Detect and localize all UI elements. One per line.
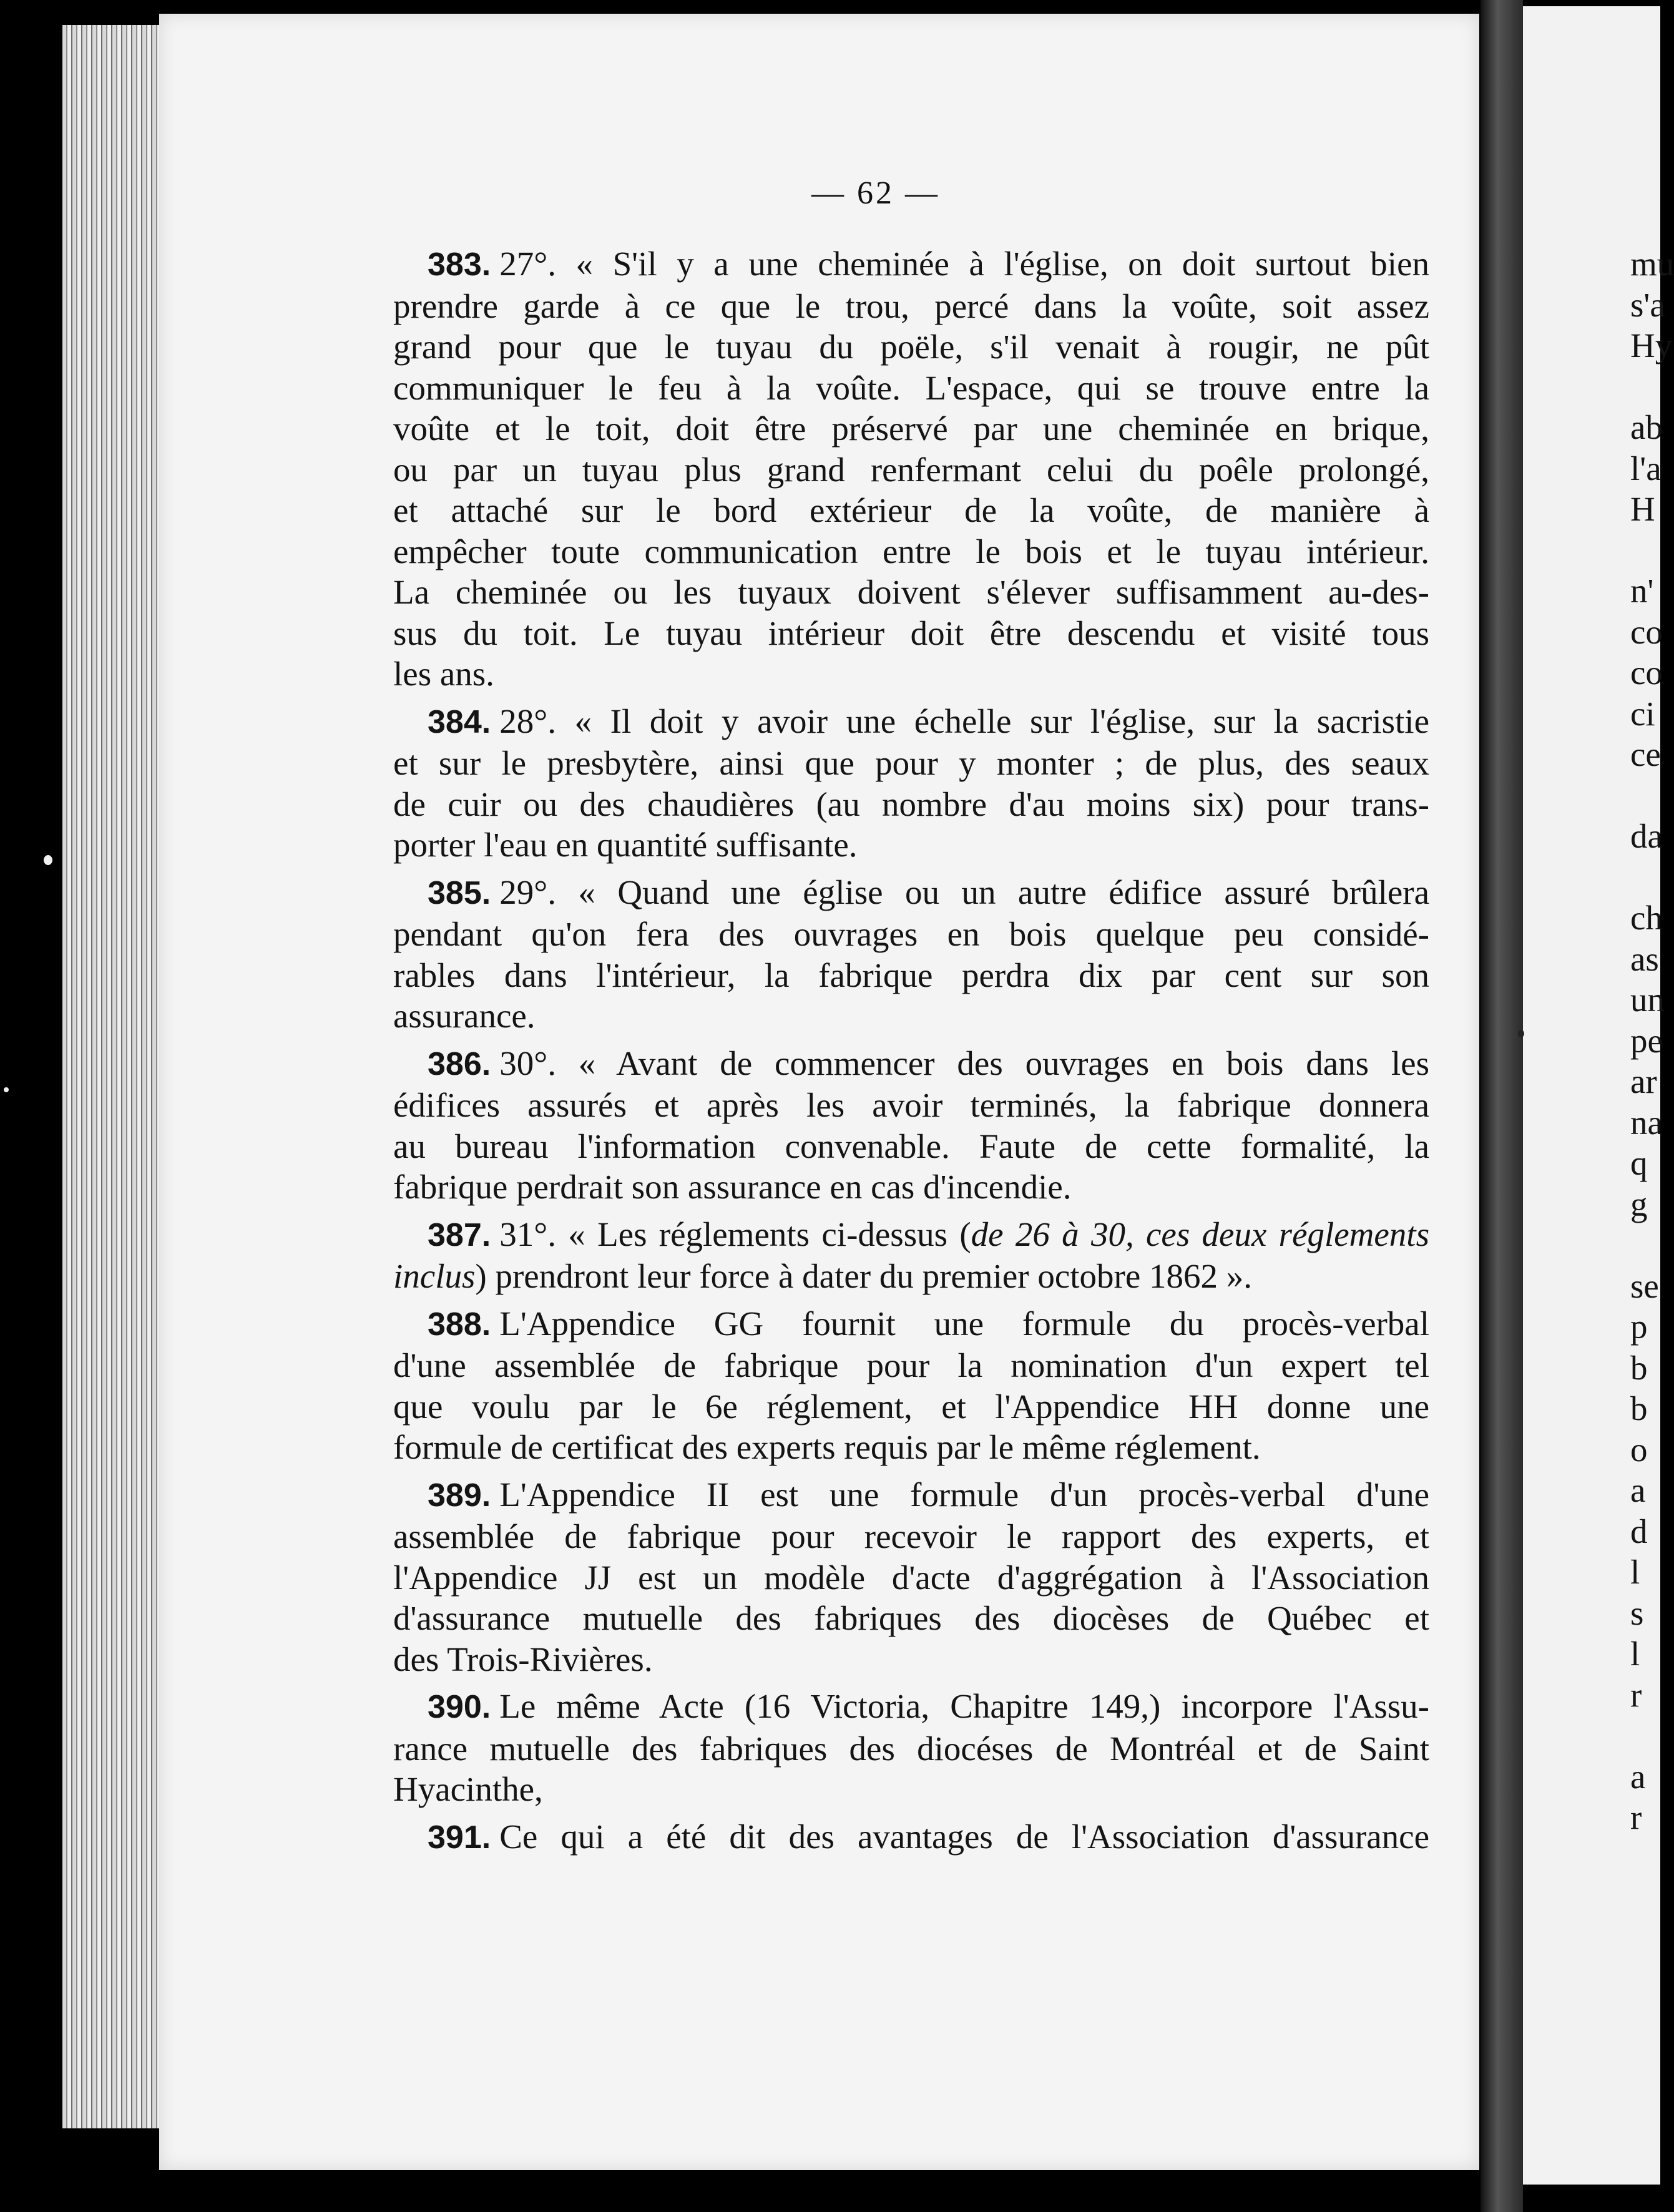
italic-text-segment: inclus xyxy=(393,1257,476,1295)
text-line: Le même Acte (16 Victoria, Chapitre 149,) incorpore l'Assu- xyxy=(499,1687,1429,1725)
paragraph-number: 391. xyxy=(428,1819,491,1856)
text-line: pendant qu'on fera des ouvrages en bois quelque peu considé- xyxy=(393,915,1429,953)
facing-page-fragment: se xyxy=(1630,1266,1659,1305)
text-line: Hyacinthe, xyxy=(393,1770,543,1808)
text-line: édifices assurés et après les avoir terminés, la fabrique donnera xyxy=(393,1086,1429,1124)
text-line: l'Appendice JJ est un modèle d'acte d'aggrégation à l'Association xyxy=(393,1558,1429,1597)
scan-speck xyxy=(44,855,52,865)
facing-page-fragment: b xyxy=(1630,1348,1648,1387)
paragraph-number: 383. xyxy=(428,247,491,283)
facing-page-fragment: ci xyxy=(1630,694,1655,733)
text-line: Ce qui a été dit des avantages de l'Association d'assurance xyxy=(499,1817,1429,1856)
paragraph-number: 389. xyxy=(428,1477,491,1514)
facing-page-fragment: o xyxy=(1630,1430,1648,1469)
facing-page-fragment: a xyxy=(1630,1757,1646,1796)
text-line: La cheminée ou les tuyaux doivent s'élever suffisamment au-des- xyxy=(393,573,1429,611)
facing-page-fragment: ar xyxy=(1630,1062,1657,1100)
paragraph-385 xyxy=(393,872,1429,1037)
facing-page-fragment: r xyxy=(1630,1798,1642,1836)
text-line: voûte et le toit, doit être préservé par une cheminée en brique, xyxy=(393,409,1429,448)
paragraph-386 xyxy=(393,1043,1429,1208)
facing-page-fragment: ch xyxy=(1630,899,1663,937)
facing-page-fragment xyxy=(1630,775,1660,816)
facing-page-fragment: d xyxy=(1630,1512,1648,1550)
facing-page-fragment: g xyxy=(1630,1185,1648,1223)
text-segment: ) prendront leur force à dater du premier octobre 1862 ». xyxy=(475,1257,1253,1295)
facing-page-fragment: n' xyxy=(1630,572,1654,610)
text-line: 27°. « S'il y a une cheminée à l'église, on doit surtout bien xyxy=(499,245,1429,283)
facing-page-fragment: s xyxy=(1630,1593,1644,1632)
facing-page-fragment: l xyxy=(1630,1635,1640,1673)
text-line: des Trois-Rivières. xyxy=(393,1640,653,1678)
text-line: 29°. « Quand une église ou un autre édifice assuré brûlera xyxy=(499,873,1429,911)
facing-page-fragment: H xyxy=(1630,490,1655,528)
text-line: porter l'eau en quantité suffisante. xyxy=(393,826,858,864)
text-line: assurance. xyxy=(393,997,536,1035)
paragraph-390 xyxy=(393,1686,1429,1810)
paragraph-389 xyxy=(393,1474,1429,1680)
paragraph-387 xyxy=(393,1214,1429,1297)
paragraph-number: 384. xyxy=(428,703,491,740)
facing-page-fragment: pe xyxy=(1630,1021,1663,1060)
paragraph-391 xyxy=(393,1816,1429,1859)
paragraph-384 xyxy=(393,701,1429,866)
facing-page-fragment xyxy=(1630,1225,1660,1266)
facing-page-fragment: ce xyxy=(1630,735,1661,773)
text-segment: 31°. « Les réglements ci-dessus ( xyxy=(499,1215,971,1253)
facing-page-fragment: b xyxy=(1630,1389,1648,1427)
facing-page-fragment: da xyxy=(1630,817,1663,855)
paragraph-number: 386. xyxy=(428,1045,491,1082)
text-line: L'Appendice GG fournit une formule du procès-verbal xyxy=(499,1304,1429,1343)
scan-speck xyxy=(4,1087,9,1092)
facing-page-fragment: q xyxy=(1630,1144,1648,1182)
facing-page-fragment: co xyxy=(1630,612,1663,651)
book-gutter xyxy=(1481,0,1523,2212)
text-line: formule de certificat des experts requis par le même réglement. xyxy=(393,1428,1261,1466)
text-line: 30°. « Avant de commencer des ouvrages en bois dans les xyxy=(499,1044,1429,1082)
text-line: rance mutuelle des fabriques des diocéses de Montréal et de Saint xyxy=(393,1729,1429,1768)
page-edges xyxy=(62,25,170,2128)
text-line: et attaché sur le bord extérieur de la voûte, de manière à xyxy=(393,491,1429,529)
paragraph-383 xyxy=(393,243,1429,695)
facing-page-fragment xyxy=(1630,530,1660,571)
text-line: communiquer le feu à la voûte. L'espace, qui se trouve entre la xyxy=(393,368,1429,407)
paragraph-388 xyxy=(393,1303,1429,1468)
italic-text-segment: de 26 à 30, ces deux réglements xyxy=(971,1215,1429,1253)
text-line: de cuir ou des chaudières (au nombre d'au moins six) pour trans- xyxy=(393,785,1429,823)
facing-page-fragment: r xyxy=(1630,1675,1642,1714)
text-line: que voulu par le 6e réglement, et l'Appendice HH donne une xyxy=(393,1387,1429,1426)
facing-page-fragment: l xyxy=(1630,1553,1640,1591)
facing-page-fragment: co xyxy=(1630,653,1663,692)
facing-page-fragment: mu xyxy=(1630,245,1674,283)
paragraph-number: 390. xyxy=(428,1689,491,1725)
facing-page-fragment xyxy=(1630,1715,1660,1756)
scan-speck xyxy=(1518,1030,1524,1037)
text-line: rables dans l'intérieur, la fabrique perdra dix par cent sur son xyxy=(393,956,1429,994)
facing-page-fragment: s'a xyxy=(1630,285,1665,324)
facing-page-fragment: as xyxy=(1630,939,1659,978)
page-number: — 62 — xyxy=(811,175,940,211)
facing-page-fragment: Hy xyxy=(1630,326,1673,365)
text-line: ou par un tuyau plus grand renfermant celui du poêle prolongé, xyxy=(393,450,1429,489)
facing-page-fragment: un xyxy=(1630,981,1665,1019)
text-line: L'Appendice II est une formule d'un procès-verbal d'une xyxy=(499,1475,1429,1514)
text-line: les ans. xyxy=(393,655,494,693)
facing-page-fragment xyxy=(1630,857,1660,898)
text-line: grand pour que le tuyau du poële, s'il venait à rougir, ne pût xyxy=(393,328,1429,366)
facing-page-fragment: a xyxy=(1630,1471,1646,1509)
text-line: fabrique perdrait son assurance en cas d'incendie. xyxy=(393,1168,1072,1206)
text-line: sus du toit. Le tuyau intérieur doit être descendu et visité tous xyxy=(393,614,1429,652)
paragraph-number: 388. xyxy=(428,1306,491,1343)
facing-page-text-fragments xyxy=(1630,243,1674,1838)
text-line: 28°. « Il doit y avoir une échelle sur l'église, sur la sacristie xyxy=(499,702,1429,740)
facing-page-fragment: l'a xyxy=(1630,449,1662,487)
facing-page-fragment xyxy=(1630,366,1660,408)
page-body xyxy=(393,243,1429,1864)
facing-page-fragment: ab xyxy=(1630,408,1663,446)
text-line: au bureau l'information convenable. Faute de cette formalité, la xyxy=(393,1127,1429,1165)
facing-page-fragment: p xyxy=(1630,1308,1648,1346)
text-line: empêcher toute communication entre le bois et le tuyau intérieur. xyxy=(393,532,1429,570)
facing-page-fragment: na xyxy=(1630,1103,1663,1142)
text-line: assemblée de fabrique pour recevoir le rapport des experts, et xyxy=(393,1517,1429,1555)
text-line: d'assurance mutuelle des fabriques des diocèses de Québec et xyxy=(393,1599,1429,1637)
text-line: et sur le presbytère, ainsi que pour y monter ; de plus, des seaux xyxy=(393,744,1429,782)
text-line: d'une assemblée de fabrique pour la nomination d'un expert tel xyxy=(393,1346,1429,1384)
paragraph-number: 385. xyxy=(428,874,491,911)
text-line: prendre garde à ce que le trou, percé dans la voûte, soit assez xyxy=(393,286,1429,325)
paragraph-number: 387. xyxy=(428,1216,491,1253)
